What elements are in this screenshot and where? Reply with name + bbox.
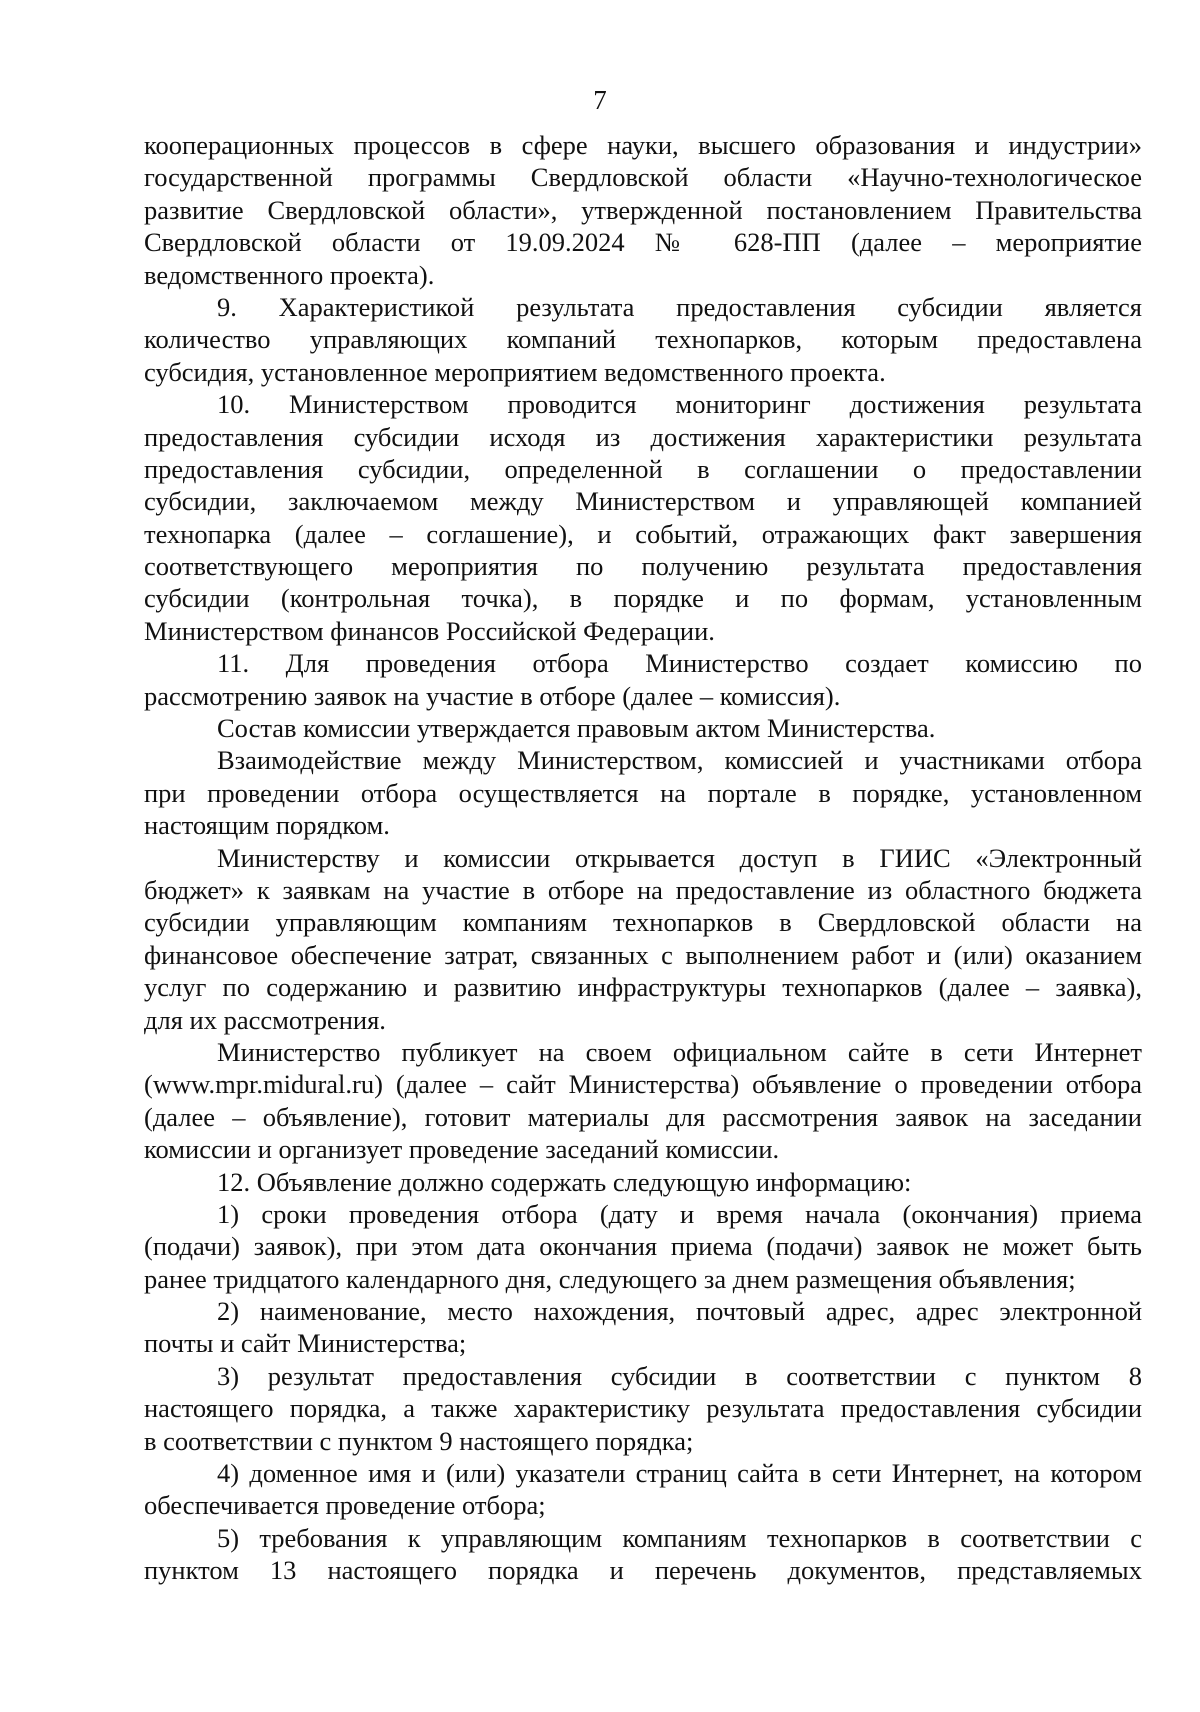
text-line: пунктом 13 настоящего порядка и перечень документов, представляемых [144,1555,1142,1586]
text-line: 11. Для проведения отбора Министерство создает комиссию по [217,648,1142,679]
text-line: в соответствии с пунктом 9 настоящего порядка; [144,1425,694,1456]
paragraph [144,1360,1142,1457]
paragraph [144,842,1142,1036]
text-line: ведомственного проекта). [144,259,435,290]
text-line: для их рассмотрения. [144,1004,386,1035]
paragraph [144,712,1142,744]
text-line: настоящего порядка, а также характеристику результата предоставления субсидии [144,1393,1142,1424]
text-line: развитие Свердловской области», утвержденной постановлением Правительства [144,194,1142,225]
text-line: услуг по содержанию и развитию инфраструктуры технопарков (далее – заявка), [144,972,1142,1003]
paragraph [144,129,1142,291]
text-line: количество управляющих компаний технопарков, которым предоставлена [144,324,1142,355]
text-line: Министерству и комиссии открывается доступ в ГИИС «Электронный [217,842,1142,873]
text-line: субсидии управляющим компаниям технопарков в Свердловской области на [144,907,1142,938]
paragraph [144,1198,1142,1295]
text-line: субсидия, установленное мероприятием ведомственного проекта. [144,356,886,387]
page-number: 7 [593,85,607,115]
text-line: бюджет» к заявкам на участие в отборе на предоставление из областного бюджета [144,874,1142,905]
text-line: 2) наименование, место нахождения, почтовый адрес, адрес электронной [217,1296,1142,1327]
text-line: обеспечивается проведение отбора; [144,1490,546,1521]
text-line: Министерством финансов Российской Федерации. [144,615,715,646]
text-line: соответствующего мероприятия по получению результата предоставления [144,551,1142,582]
text-line: Свердловской области от 19.09.2024 № 628-ПП (далее – мероприятие [144,227,1142,258]
text-line: ранее тридцатого календарного дня, следующего за днем размещения объявления; [144,1263,1076,1294]
text-line: предоставления субсидии исходя из достижения характеристики результата [144,421,1142,452]
text-line: Взаимодействие между Министерством, комиссией и участниками отбора [217,745,1142,776]
text-line: кооперационных процессов в сфере науки, высшего образования и индустрии» [144,130,1142,160]
paragraph [144,1457,1142,1522]
paragraph [144,1522,1142,1587]
paragraph [144,647,1142,712]
text-line: 1) сроки проведения отбора (дату и время начала (окончания) приема [217,1198,1142,1229]
text-line: (www.mpr.midural.ru) (далее – сайт Министерства) объявление о проведении отбора [144,1069,1142,1100]
text-line: государственной программы Свердловской области «Научно-технологическое [144,162,1142,193]
text-line: (подачи) заявок), при этом дата окончания приема (подачи) заявок не может быть [144,1231,1142,1262]
text-line: финансовое обеспечение затрат, связанных с выполнением работ и (или) оказанием [144,939,1142,970]
paragraph [144,1295,1142,1360]
text-line: 5) требования к управляющим компаниям технопарков в соответствии с [217,1522,1142,1553]
text-line: рассмотрению заявок на участие в отборе (далее – комиссия). [144,680,841,711]
paragraph [144,291,1142,388]
text-line: при проведении отбора осуществляется на портале в порядке, установленном [144,777,1142,808]
text-line: (далее – объявление), готовит материалы для рассмотрения заявок на заседании [144,1101,1142,1132]
text-line: Министерство публикует на своем официальном сайте в сети Интернет [217,1036,1142,1067]
text-line: Состав комиссии утверждается правовым актом Министерства. [217,713,936,744]
text-line: субсидии, заключаемом между Министерством и управляющей компанией [144,486,1142,517]
text-line: комиссии и организует проведение заседаний комиссии. [144,1134,780,1165]
text-line: настоящим порядком. [144,810,390,841]
text-line: 3) результат предоставления субсидии в соответствии с пунктом 8 [217,1360,1142,1391]
paragraph [144,388,1142,647]
text-line: субсидии (контрольная точка), в порядке и по формам, установленным [144,583,1142,614]
paragraph [144,1036,1142,1166]
paragraph [144,744,1142,841]
text-line: почты и сайт Министерства; [144,1328,467,1359]
document-body [144,129,1142,1587]
text-line: 4) доменное имя и (или) указатели страниц сайта в сети Интернет, на котором [217,1458,1142,1489]
text-line: предоставления субсидии, определенной в соглашении о предоставлении [144,453,1142,484]
text-line: 10. Министерством проводится мониторинг достижения результата [217,389,1142,420]
text-line: технопарка (далее – соглашение), и событий, отражающих факт завершения [144,518,1142,549]
text-line: 9. Характеристикой результата предоставления субсидии является [217,291,1142,322]
text-line: 12. Объявление должно содержать следующую информацию: [217,1166,912,1197]
paragraph [144,1166,1142,1198]
